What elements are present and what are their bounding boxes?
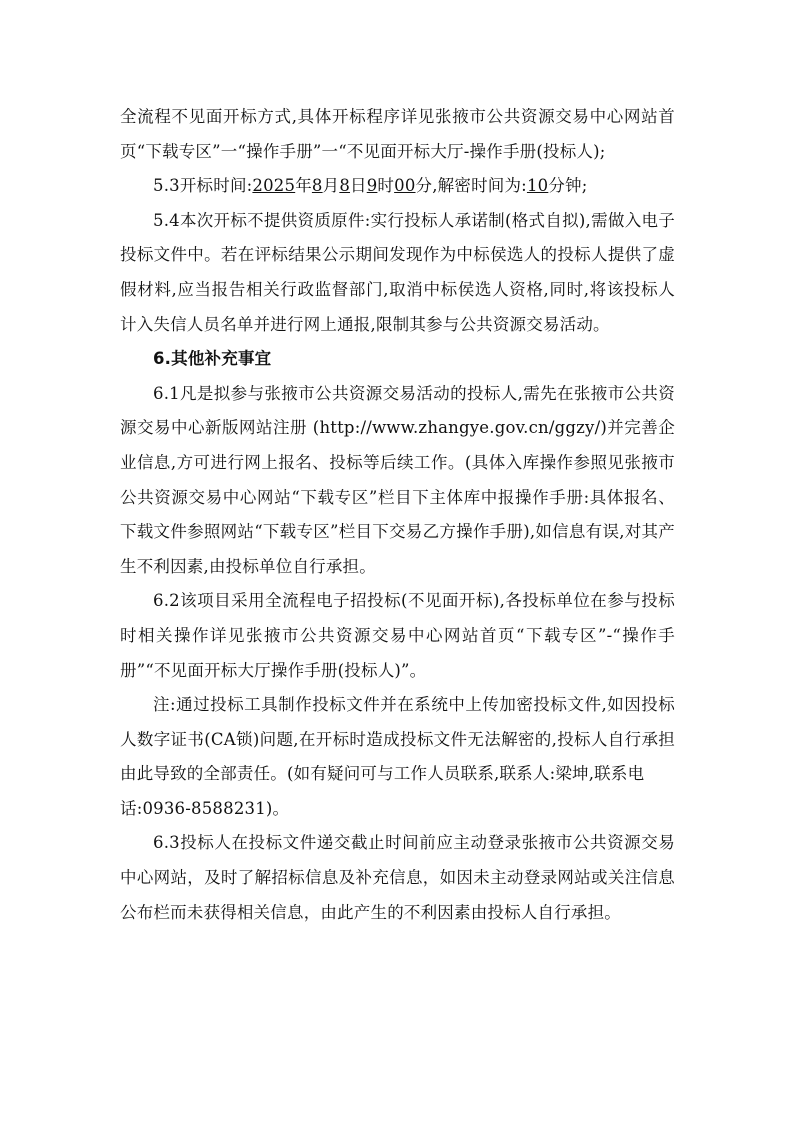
paragraph-5-3-opening-time	[120, 169, 675, 204]
section-heading-6: 6.其他补充事宜	[153, 349, 272, 369]
note-text: 注:通过投标工具制作投标文件并在系统中上传加密投标文件,如因投标人数字证书(CA锁)问题,在开标时造成投标文件无法解密的,投标人自行承担由此导致的全部责任。(如有疑问可与工作人员联系,联系人:梁坤,联系电	[120, 695, 675, 784]
opening-time-prefix: 5.3开标时间:	[153, 176, 253, 196]
decrypt-label: 分,解密时间为:	[415, 176, 527, 196]
opening-year: 2025	[252, 176, 296, 196]
opening-month: 8	[311, 176, 323, 196]
decrypt-duration: 10	[526, 176, 549, 196]
paragraph-6-1-registration: 6.1凡是拟参与张掖市公共资源交易活动的投标人,需先在张掖市公共资源交易中心新版网站注册 (http://www.zhangye.gov.cn/ggzy/)并完善企业信息,方可进行网上报名、投标等后续工作。(具体入库操作参照见张掖市公共资源交易中心网站“下载专区”栏目下主体库中报操作手册:具体报名、下载文件参照网站“下载专区”栏目下交易乙方操作手册),如信息有误,对其产生不利因素,由投标单位自行承担。	[120, 383, 675, 576]
paragraph-note	[120, 688, 675, 826]
paragraph-6-2-electronic-bidding: 6.2该项目采用全流程电子招投标(不见面开标),各投标单位在参与投标时相关操作详见张掖市公共资源交易中心网站首页“下载专区”-“操作手册”“不见面开标大厅操作手册(投标人)”。	[120, 591, 675, 680]
day-label: 日	[350, 176, 367, 196]
paragraph-6-3-login: 6.3投标人在投标文件递交截止时间前应主动登录张掖市公共资源交易中心网站，及时了解招标信息及补充信息，如因未主动登录网站或关注信息公布栏而未获得相关信息，由此产生的不利因素由投标人自行承担。	[120, 833, 675, 922]
minutes-label: 分钟;	[548, 176, 588, 196]
opening-minute: 00	[394, 176, 416, 196]
opening-day: 8	[339, 176, 351, 196]
paragraph-5-4-qualification: 5.4本次开标不提供资质原件:实行投标人承诺制(格式自拟),需做入电子投标文件中。若在评标结果公示期间发现作为中标侯选人的投标人提供了虚假材料,应当报告相关行政监督部门,取消中标侯选人资格,同时,将该投标人计入失信人员名单并进行网上通报,限制其参与公共资源交易活动。	[120, 210, 675, 334]
year-label: 年	[295, 176, 312, 196]
opening-hour: 9	[366, 176, 378, 196]
document-body	[120, 100, 675, 930]
month-label: 月	[322, 176, 340, 196]
note-phone: 话:0936-8588231)。	[120, 798, 290, 818]
paragraph-opening-method: 全流程不见面开标方式,具体开标程序详见张掖市公共资源交易中心网站首页“下载专区”一“操作手册”一“不见面开标大厅-操作手册(投标人);	[120, 107, 675, 161]
hour-label: 时	[377, 176, 395, 196]
